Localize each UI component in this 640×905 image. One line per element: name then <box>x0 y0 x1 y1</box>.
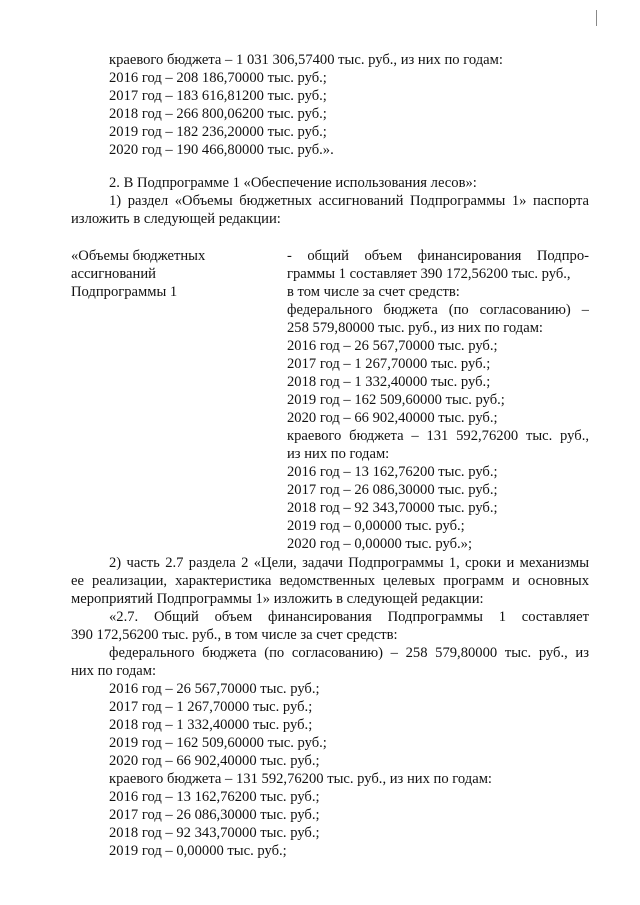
item-2 <box>71 554 589 860</box>
text-line: 2019 год – 0,00000 тыс. руб.; <box>109 843 287 859</box>
text-line: 2018 год – 1 332,40000 тыс. руб.; <box>287 374 491 390</box>
text-line: 2019 год – 162 509,60000 тыс. руб.; <box>287 392 505 408</box>
text-line: 2020 год – 66 902,40000 тыс. руб.; <box>287 410 498 426</box>
text-line: 2020 год – 190 466,80000 тыс. руб.». <box>109 142 334 158</box>
text-line: федерального бюджета (по согласованию) – 258 579,80000 тыс. руб., из <box>109 645 589 661</box>
text-line: федерального бюджета (по согласованию) – <box>287 302 589 318</box>
text-line: краевого бюджета – 131 592,76200 тыс. руб., <box>287 428 589 444</box>
text-line: 2017 год – 26 086,30000 тыс. руб.; <box>109 807 320 823</box>
text-line: ее реализации, характеристика ведомственных целевых программ и основных <box>71 573 589 589</box>
text-line: в том числе за счет средств: <box>287 284 460 300</box>
top-budget-block <box>109 51 589 159</box>
passport-value-cell <box>287 247 589 553</box>
text-line: «2.7. Общий объем финансирования Подпрограммы 1 составляет <box>109 609 589 625</box>
text-line: 2017 год – 1 267,70000 тыс. руб.; <box>287 356 491 372</box>
text-line: 2016 год – 26 567,70000 тыс. руб.; <box>109 681 320 697</box>
text-line: из них по годам: <box>287 446 390 462</box>
text-line: 2018 год – 92 343,70000 тыс. руб.; <box>109 825 320 841</box>
text-line: краевого бюджета – 1 031 306,57400 тыс. руб., из них по годам: <box>109 52 503 68</box>
text-line: 2019 год – 162 509,60000 тыс. руб.; <box>109 735 327 751</box>
text-line: 2016 год – 208 186,70000 тыс. руб.; <box>109 70 327 86</box>
scan-mark <box>596 10 597 26</box>
text-line: 2018 год – 92 343,70000 тыс. руб.; <box>287 500 498 516</box>
text-line: изложить в следующей редакции: <box>71 211 281 227</box>
text-line: 390 172,56200 тыс. руб., в том числе за счет средств: <box>71 627 398 643</box>
text-line: 2017 год – 1 267,70000 тыс. руб.; <box>109 699 313 715</box>
text-line: 2016 год – 13 162,76200 тыс. руб.; <box>287 464 498 480</box>
text-line: них по годам: <box>71 663 157 679</box>
passport-label-cell <box>71 247 271 301</box>
text-line: 2018 год – 1 332,40000 тыс. руб.; <box>109 717 313 733</box>
text-line: мероприятий Подпрограммы 1» изложить в следующей редакции: <box>71 591 484 607</box>
text-line: краевого бюджета – 131 592,76200 тыс. руб., из них по годам: <box>109 771 492 787</box>
text-line: 2016 год – 13 162,76200 тыс. руб.; <box>109 789 320 805</box>
text-line: Подпрограммы 1 <box>71 284 178 300</box>
text-line: 2019 год – 182 236,20000 тыс. руб.; <box>109 124 327 140</box>
text-line: 2018 год – 266 800,06200 тыс. руб.; <box>109 106 327 122</box>
text-line: 258 579,80000 тыс. руб., из них по годам: <box>287 320 543 336</box>
text-line: - общий объем финансирования Подпро- <box>287 248 589 264</box>
text-line: 1) раздел «Объемы бюджетных ассигнований Подпрограммы 1» паспорта <box>109 193 589 209</box>
section-heading: 2. В Подпрограмме 1 «Обеспечение использования лесов»: <box>109 175 477 191</box>
text-line: 2017 год – 183 616,81200 тыс. руб.; <box>109 88 327 104</box>
text-line: 2019 год – 0,00000 тыс. руб.; <box>287 518 465 534</box>
text-line: 2) часть 2.7 раздела 2 «Цели, задачи Подпрограммы 1, сроки и механизмы <box>109 555 589 571</box>
section-2 <box>71 174 589 228</box>
text-line: «Объемы бюджетных <box>71 248 206 264</box>
text-line: ассигнований <box>71 266 156 282</box>
text-line: граммы 1 составляет 390 172,56200 тыс. руб., <box>287 266 571 282</box>
text-line: 2017 год – 26 086,30000 тыс. руб.; <box>287 482 498 498</box>
text-line: 2020 год – 0,00000 тыс. руб.»; <box>287 536 473 552</box>
text-line: 2016 год – 26 567,70000 тыс. руб.; <box>287 338 498 354</box>
text-line: 2020 год – 66 902,40000 тыс. руб.; <box>109 753 320 769</box>
